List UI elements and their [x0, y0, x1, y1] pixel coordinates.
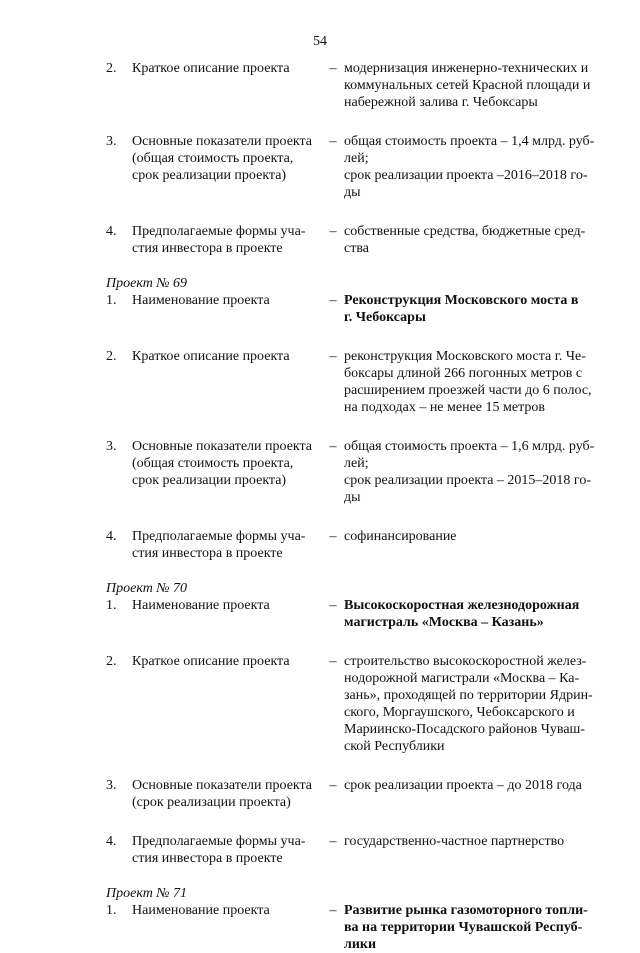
- project-heading: Проект № 71: [106, 886, 187, 901]
- value-line: лей;: [344, 456, 369, 471]
- item-number: 3.: [106, 778, 117, 793]
- value-line: коммунальных сетей Красной площади и: [344, 78, 591, 93]
- item-number: 1.: [106, 903, 117, 918]
- item-value: [344, 133, 596, 201]
- value-line: ской Республики: [344, 739, 445, 754]
- value-line: Высокоскоростная железнодорожная: [344, 598, 580, 613]
- item-label: [132, 348, 322, 416]
- value-line: ва на территории Чувашской Респуб-: [344, 920, 583, 935]
- dash-separator: –: [329, 778, 337, 793]
- label-line: Основные показатели проекта: [132, 439, 313, 454]
- value-line: государственно-частное партнерство: [344, 834, 565, 849]
- value-line: расширением проезжей части до 6 полос,: [344, 383, 592, 398]
- item-number: 2.: [106, 654, 117, 669]
- value-line: боксары длиной 266 погонных метров с: [344, 366, 583, 381]
- spacer: [106, 755, 596, 777]
- spacer: [106, 326, 596, 348]
- value-line: магистраль «Москва – Казань»: [344, 615, 544, 630]
- item-label: [132, 597, 322, 631]
- item-label: [132, 902, 322, 953]
- item-value: [344, 777, 596, 811]
- value-line: лей;: [344, 151, 369, 166]
- label-line: Наименование проекта: [132, 598, 270, 613]
- label-line: (общая стоимость проекта,: [132, 151, 294, 166]
- label-line: Краткое описание проекта: [132, 61, 290, 76]
- value-line: реконструкция Московского моста г. Че-: [344, 349, 586, 364]
- list-item: [106, 833, 596, 867]
- dash-separator: –: [329, 134, 337, 149]
- item-number: 2.: [106, 61, 117, 76]
- value-line: г. Чебоксары: [344, 310, 426, 325]
- spacer: [106, 111, 596, 133]
- value-line: Мариинско-Посадского районов Чуваш-: [344, 722, 585, 737]
- item-number: 1.: [106, 293, 117, 308]
- list-item: [106, 292, 596, 326]
- spacer: [106, 631, 596, 653]
- item-value: [344, 597, 596, 631]
- list-item: [106, 133, 596, 201]
- value-line: нодорожной магистрали «Москва – Ка-: [344, 671, 580, 686]
- item-value: [344, 348, 596, 416]
- project-heading: Проект № 69: [106, 276, 187, 291]
- label-line: стия инвестора в проекте: [132, 546, 283, 561]
- list-item: [106, 60, 596, 111]
- value-line: софинансирование: [344, 529, 457, 544]
- spacer: [106, 867, 596, 885]
- dash-separator: –: [329, 349, 337, 364]
- dash-separator: –: [329, 529, 337, 544]
- dash-separator: –: [329, 439, 337, 454]
- list-item: [106, 223, 596, 257]
- item-label: [132, 292, 322, 326]
- item-value: [344, 60, 596, 111]
- label-line: Предполагаемые формы уча-: [132, 224, 306, 239]
- value-line: ского, Моргаушского, Чебоксарского и: [344, 705, 575, 720]
- label-line: стия инвестора в проекте: [132, 241, 283, 256]
- value-line: лики: [344, 937, 377, 952]
- item-label: [132, 653, 322, 755]
- item-label: [132, 528, 322, 562]
- item-label: [132, 777, 322, 811]
- value-line: модернизация инженерно-технических и: [344, 61, 589, 76]
- label-line: срок реализации проекта): [132, 473, 287, 488]
- item-value: [344, 833, 596, 867]
- list-item: [106, 902, 596, 953]
- value-line: Развитие рынка газомоторного топли-: [344, 903, 588, 918]
- dash-separator: –: [329, 834, 337, 849]
- project-heading: Проект № 70: [106, 581, 187, 596]
- label-line: (срок реализации проекта): [132, 795, 291, 810]
- item-value: [344, 653, 596, 755]
- value-line: ды: [344, 490, 361, 505]
- item-number: 3.: [106, 439, 117, 454]
- label-line: Предполагаемые формы уча-: [132, 529, 306, 544]
- list-item: [106, 348, 596, 416]
- value-line: общая стоимость проекта – 1,6 млрд. руб-: [344, 439, 595, 454]
- value-line: Реконструкция Московского моста в: [344, 293, 579, 308]
- value-line: срок реализации проекта – до 2018 года: [344, 778, 582, 793]
- label-line: (общая стоимость проекта,: [132, 456, 294, 471]
- dash-separator: –: [329, 293, 337, 308]
- item-value: [344, 528, 596, 562]
- list-item: [106, 528, 596, 562]
- dash-separator: –: [329, 654, 337, 669]
- label-line: Наименование проекта: [132, 903, 270, 918]
- item-number: 3.: [106, 134, 117, 149]
- document-body: [106, 60, 596, 953]
- value-line: на подходах – не менее 15 метров: [344, 400, 545, 415]
- spacer: [106, 506, 596, 528]
- item-number: 1.: [106, 598, 117, 613]
- value-line: ды: [344, 185, 361, 200]
- item-label: [132, 833, 322, 867]
- page-number: 54: [313, 34, 327, 49]
- value-line: собственные средства, бюджетные сред-: [344, 224, 586, 239]
- item-value: [344, 223, 596, 257]
- dash-separator: –: [329, 61, 337, 76]
- label-line: Предполагаемые формы уча-: [132, 834, 306, 849]
- spacer: [106, 416, 596, 438]
- list-item: [106, 653, 596, 755]
- value-line: зань», проходящей по территории Ядрин-: [344, 688, 593, 703]
- item-number: 4.: [106, 224, 117, 239]
- spacer: [106, 562, 596, 580]
- label-line: стия инвестора в проекте: [132, 851, 283, 866]
- dash-separator: –: [329, 598, 337, 613]
- list-item: [106, 597, 596, 631]
- value-line: строительство высокоскоростной желез-: [344, 654, 587, 669]
- item-number: 2.: [106, 349, 117, 364]
- value-line: набережной залива г. Чебоксары: [344, 95, 538, 110]
- spacer: [106, 257, 596, 275]
- spacer: [106, 811, 596, 833]
- dash-separator: –: [329, 903, 337, 918]
- value-line: общая стоимость проекта – 1,4 млрд. руб-: [344, 134, 595, 149]
- label-line: Краткое описание проекта: [132, 654, 290, 669]
- item-label: [132, 60, 322, 111]
- label-line: Основные показатели проекта: [132, 134, 313, 149]
- spacer: [106, 201, 596, 223]
- list-item: [106, 438, 596, 506]
- item-number: 4.: [106, 834, 117, 849]
- item-value: [344, 438, 596, 506]
- value-line: срок реализации проекта –2016–2018 го-: [344, 168, 588, 183]
- label-line: Основные показатели проекта: [132, 778, 313, 793]
- value-line: ства: [344, 241, 369, 256]
- item-label: [132, 438, 322, 506]
- label-line: Краткое описание проекта: [132, 349, 290, 364]
- label-line: Наименование проекта: [132, 293, 270, 308]
- item-value: [344, 292, 596, 326]
- label-line: срок реализации проекта): [132, 168, 287, 183]
- dash-separator: –: [329, 224, 337, 239]
- item-number: 4.: [106, 529, 117, 544]
- item-value: [344, 902, 596, 953]
- item-label: [132, 223, 322, 257]
- item-label: [132, 133, 322, 201]
- list-item: [106, 777, 596, 811]
- value-line: срок реализации проекта – 2015–2018 го-: [344, 473, 591, 488]
